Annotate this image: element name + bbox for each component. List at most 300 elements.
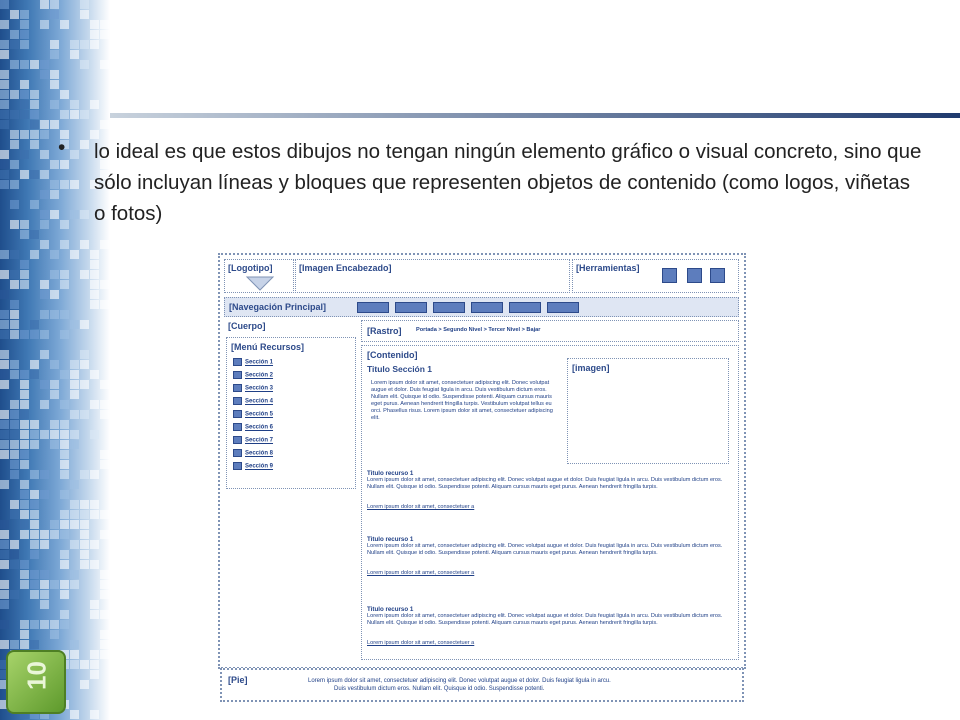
resource-title: Titulo recurso 1: [367, 470, 414, 477]
mosaic-tile: [0, 420, 9, 429]
mosaic-tile: [60, 110, 69, 119]
square-bullet-icon: [233, 462, 242, 470]
menu-item[interactable]: [233, 358, 273, 366]
mosaic-tile: [10, 510, 19, 519]
tool-icon: [710, 268, 725, 283]
mosaic-tile: [0, 250, 9, 259]
mosaic-tile: [100, 60, 109, 69]
mosaic-tile: [20, 390, 29, 399]
mosaic-tile: [70, 150, 79, 159]
mosaic-tile: [10, 430, 19, 439]
mosaic-tile: [50, 420, 59, 429]
mosaic-tile: [20, 130, 29, 139]
menu-item-label: Sección 7: [245, 437, 274, 444]
mosaic-tile: [80, 680, 89, 689]
mosaic-tile: [50, 360, 59, 369]
mosaic-tile: [40, 0, 49, 9]
mosaic-tile: [100, 30, 109, 39]
mosaic-tile: [0, 50, 9, 59]
breadcrumb-label: [Rastro]: [367, 326, 402, 336]
mosaic-tile: [70, 180, 79, 189]
mosaic-tile: [40, 400, 49, 409]
mosaic-tile: [70, 660, 79, 669]
mosaic-tile: [10, 270, 19, 279]
mosaic-tile: [30, 320, 39, 329]
mosaic-tile: [0, 120, 9, 129]
nav-label: [Navegación Principal]: [229, 302, 327, 312]
mosaic-tile: [80, 380, 89, 389]
mosaic-tile: [50, 440, 59, 449]
mosaic-tile: [0, 600, 9, 609]
mosaic-tile: [50, 160, 59, 169]
mosaic-tile: [30, 640, 39, 649]
mosaic-tile: [30, 140, 39, 149]
mosaic-tile: [0, 560, 9, 569]
mosaic-tile: [10, 200, 19, 209]
mosaic-tile: [0, 550, 9, 559]
mosaic-tile: [70, 370, 79, 379]
mosaic-tile: [100, 460, 109, 469]
footer-line-2: Duis vestibulum dictum eros. Nullam elit. Quisque id odio. Suspendisse potenti.: [334, 686, 545, 692]
image-label: [imagen]: [572, 363, 610, 373]
mosaic-tile: [90, 400, 99, 409]
menu-item[interactable]: [233, 384, 273, 392]
mosaic-tile: [10, 320, 19, 329]
mosaic-tile: [40, 20, 49, 29]
mosaic-tile: [100, 20, 109, 29]
mosaic-tile: [10, 90, 19, 99]
mosaic-tile: [30, 420, 39, 429]
wireframe-page: [218, 253, 746, 669]
mosaic-tile: [50, 180, 59, 189]
mosaic-tile: [10, 550, 19, 559]
mosaic-tile: [80, 0, 89, 9]
resources-menu: [226, 337, 356, 489]
resource-link[interactable]: Lorem ipsum dolor sit amet, consectetuer a: [367, 640, 475, 646]
square-bullet-icon: [233, 436, 242, 444]
mosaic-tile: [20, 530, 29, 539]
mosaic-tile: [80, 550, 89, 559]
mosaic-tile: [20, 570, 29, 579]
mosaic-tile: [20, 150, 29, 159]
mosaic-tile: [30, 60, 39, 69]
mosaic-tile: [80, 360, 89, 369]
mosaic-tile: [70, 40, 79, 49]
mosaic-tile: [40, 220, 49, 229]
mosaic-tile: [40, 620, 49, 629]
mosaic-tile: [10, 130, 19, 139]
logo-label: [Logotipo]: [228, 263, 273, 273]
mosaic-tile: [20, 510, 29, 519]
mosaic-tile: [100, 400, 109, 409]
mosaic-tile: [80, 470, 89, 479]
mosaic-tile: [0, 330, 9, 339]
mosaic-tile: [30, 470, 39, 479]
mosaic-tile: [20, 380, 29, 389]
mosaic-tile: [20, 40, 29, 49]
mosaic-tile: [20, 420, 29, 429]
mosaic-tile: [70, 360, 79, 369]
mosaic-tile: [80, 530, 89, 539]
mosaic-tile: [20, 100, 29, 109]
mosaic-tile: [20, 270, 29, 279]
mosaic-tile: [70, 570, 79, 579]
mosaic-tile: [70, 110, 79, 119]
mosaic-tile: [70, 480, 79, 489]
mosaic-tile: [70, 650, 79, 659]
slide-number-text: 10: [21, 661, 52, 690]
mosaic-tile: [20, 60, 29, 69]
mosaic-tile: [0, 430, 9, 439]
mosaic-tile: [40, 430, 49, 439]
mosaic-tile: [60, 420, 69, 429]
mosaic-tile: [20, 620, 29, 629]
mosaic-tile: [40, 580, 49, 589]
menu-item[interactable]: [233, 462, 273, 470]
mosaic-tile: [60, 280, 69, 289]
mosaic-tile: [40, 150, 49, 159]
mosaic-tile: [30, 170, 39, 179]
nav-button: [395, 302, 427, 313]
mosaic-tile: [90, 250, 99, 259]
mosaic-tile: [60, 470, 69, 479]
mosaic-tile: [0, 90, 9, 99]
body-label: [Cuerpo]: [228, 321, 266, 331]
mosaic-tile: [50, 100, 59, 109]
mosaic-tile: [90, 470, 99, 479]
mosaic-tile: [10, 420, 19, 429]
mosaic-tile: [50, 390, 59, 399]
mosaic-tile: [70, 320, 79, 329]
mosaic-tile: [50, 70, 59, 79]
bullet-text: lo ideal es que estos dibujos no tengan ningún elemento gráfico o visual concreto, sino que sólo incluyan líneas y bloques que representen objetos de contenido (como logos, viñetas o fotos): [94, 140, 922, 225]
mosaic-tile: [90, 670, 99, 679]
mosaic-tile: [0, 70, 9, 79]
mosaic-tile: [60, 620, 69, 629]
tools-block: [572, 259, 739, 293]
square-bullet-icon: [233, 384, 242, 392]
mosaic-tile: [100, 580, 109, 589]
title-divider: [110, 113, 960, 118]
mosaic-tile: [20, 110, 29, 119]
mosaic-tile: [20, 440, 29, 449]
mosaic-tile: [0, 0, 9, 9]
mosaic-tile: [60, 20, 69, 29]
resource-link[interactable]: Lorem ipsum dolor sit amet, consectetuer a: [367, 504, 475, 510]
mosaic-tile: [100, 280, 109, 289]
menu-item[interactable]: [233, 397, 273, 405]
menu-item[interactable]: [233, 410, 273, 418]
mosaic-tile: [60, 490, 69, 499]
mosaic-tile: [10, 370, 19, 379]
mosaic-tile: [20, 500, 29, 509]
menu-item[interactable]: [233, 449, 273, 457]
mosaic-tile: [30, 570, 39, 579]
mosaic-tile: [30, 430, 39, 439]
mosaic-tile: [80, 350, 89, 359]
mosaic-tile: [0, 440, 9, 449]
content-label: [Contenido]: [367, 350, 418, 360]
mosaic-tile: [60, 310, 69, 319]
menu-item[interactable]: [233, 436, 273, 444]
main-navigation-bar: [224, 297, 739, 317]
mosaic-tile: [40, 190, 49, 199]
menu-label: [Menú Recursos]: [231, 342, 305, 352]
mosaic-tile: [50, 310, 59, 319]
mosaic-tile: [90, 650, 99, 659]
resource-link[interactable]: Lorem ipsum dolor sit amet, consectetuer a: [367, 570, 475, 576]
menu-item-label: Sección 9: [245, 463, 274, 470]
mosaic-tile: [100, 630, 109, 639]
mosaic-tile: [50, 190, 59, 199]
mosaic-tile: [10, 30, 19, 39]
mosaic-tile: [0, 40, 9, 49]
mosaic-tile: [60, 430, 69, 439]
mosaic-tile: [10, 470, 19, 479]
mosaic-tile: [100, 640, 109, 649]
mosaic-tile: [30, 510, 39, 519]
mosaic-tile: [20, 410, 29, 419]
mosaic-tile: [30, 440, 39, 449]
mosaic-tile: [40, 280, 49, 289]
mosaic-tile: [90, 560, 99, 569]
mosaic-tile: [100, 590, 109, 599]
mosaic-tile: [40, 210, 49, 219]
mosaic-tile: [40, 130, 49, 139]
mosaic-tile: [10, 180, 19, 189]
mosaic-tile: [60, 520, 69, 529]
square-bullet-icon: [233, 371, 242, 379]
mosaic-tile: [80, 110, 89, 119]
mosaic-tile: [80, 40, 89, 49]
resource-text: Lorem ipsum dolor sit amet, consectetuer adipiscing elit. Donec volutpat augue et dolor. Duis feugiat ligula in arcu. Duis vestibulum dictum eros. Nullam elit. Quisque id odio. Suspendisse potenti. Aliquam cursus mauris eget purus. Aenean hendrerit fringilla turpis.: [367, 613, 723, 626]
mosaic-tile: [80, 410, 89, 419]
mosaic-tile: [30, 620, 39, 629]
menu-item-label: Sección 4: [245, 398, 274, 405]
mosaic-tile: [40, 120, 49, 129]
mosaic-tile: [50, 80, 59, 89]
mosaic-tile: [20, 280, 29, 289]
mosaic-tile: [20, 370, 29, 379]
mosaic-tile: [30, 550, 39, 559]
mosaic-tile: [30, 250, 39, 259]
mosaic-tile: [0, 110, 9, 119]
mosaic-tile: [10, 140, 19, 149]
mosaic-tile: [80, 660, 89, 669]
mosaic-tile: [100, 240, 109, 249]
mosaic-tile: [10, 40, 19, 49]
mosaic-tile: [0, 450, 9, 459]
mosaic-tile: [20, 220, 29, 229]
menu-item-label: Sección 2: [245, 372, 274, 379]
mosaic-tile: [0, 160, 9, 169]
mosaic-tile: [80, 10, 89, 19]
header-image-label: [Imagen Encabezado]: [299, 263, 392, 273]
menu-item[interactable]: [233, 423, 273, 431]
resource-title: Titulo recurso 1: [367, 606, 414, 613]
mosaic-tile: [10, 250, 19, 259]
mosaic-tile: [80, 270, 89, 279]
mosaic-tile: [0, 520, 9, 529]
mosaic-tile: [0, 170, 9, 179]
mosaic-tile: [90, 510, 99, 519]
mosaic-tile: [20, 630, 29, 639]
mosaic-tile: [0, 180, 9, 189]
mosaic-tile: [70, 50, 79, 59]
footer-line-1: Lorem ipsum dolor sit amet, consectetuer adipiscing elit. Donec volutpat augue et dolor. Duis feugiat ligula in arcu.: [308, 678, 611, 684]
mosaic-tile: [40, 240, 49, 249]
mosaic-tile: [90, 260, 99, 269]
mosaic-tile: [20, 520, 29, 529]
mosaic-tile: [20, 560, 29, 569]
mosaic-tile: [0, 360, 9, 369]
mosaic-tile: [60, 440, 69, 449]
resource-title: Titulo recurso 1: [367, 536, 414, 543]
tools-label: [Herramientas]: [576, 263, 640, 273]
mosaic-tile: [20, 450, 29, 459]
mosaic-tile: [50, 620, 59, 629]
mosaic-tile: [30, 540, 39, 549]
mosaic-tile: [30, 90, 39, 99]
mosaic-tile: [70, 540, 79, 549]
mosaic-tile: [80, 240, 89, 249]
mosaic-tile: [60, 610, 69, 619]
square-bullet-icon: [233, 423, 242, 431]
footer-block: [220, 668, 744, 702]
mosaic-tile: [0, 410, 9, 419]
mosaic-tile: [60, 400, 69, 409]
mosaic-tile: [50, 520, 59, 529]
mosaic-tile: [20, 80, 29, 89]
decorative-side-strip: [0, 0, 110, 720]
mosaic-tile: [80, 510, 89, 519]
mosaic-tile: [50, 630, 59, 639]
mosaic-tile: [0, 640, 9, 649]
image-placeholder: [567, 358, 729, 464]
slide-number-badge: [6, 650, 66, 714]
mosaic-tile: [50, 430, 59, 439]
mosaic-tile: [50, 380, 59, 389]
menu-item-label: Sección 1: [245, 359, 274, 366]
mosaic-tile: [30, 100, 39, 109]
mosaic-tile: [50, 120, 59, 129]
mosaic-tile: [70, 380, 79, 389]
mosaic-tile: [30, 370, 39, 379]
breadcrumb-block: [361, 320, 739, 342]
mosaic-tile: [30, 130, 39, 139]
mosaic-tile: [0, 380, 9, 389]
mosaic-tile: [30, 200, 39, 209]
mosaic-tile: [10, 590, 19, 599]
mosaic-tile: [20, 490, 29, 499]
mosaic-tile: [20, 20, 29, 29]
mosaic-tile: [90, 100, 99, 109]
mosaic-tile: [0, 270, 9, 279]
mosaic-tile: [10, 500, 19, 509]
mosaic-tile: [60, 590, 69, 599]
mosaic-tile: [30, 590, 39, 599]
mosaic-tile: [20, 640, 29, 649]
mosaic-tile: [20, 10, 29, 19]
mosaic-tile: [10, 410, 19, 419]
mosaic-tile: [40, 590, 49, 599]
mosaic-tile: [10, 330, 19, 339]
mosaic-tile: [70, 640, 79, 649]
mosaic-tile: [90, 600, 99, 609]
mosaic-tile: [100, 610, 109, 619]
content-block: [361, 345, 739, 660]
mosaic-tile: [90, 660, 99, 669]
mosaic-tile: [80, 560, 89, 569]
mosaic-tile: [20, 30, 29, 39]
mosaic-tile: [70, 410, 79, 419]
breadcrumb-path: Portada > Segundo Nivel > Tercer Nivel > Bajar: [416, 327, 541, 333]
mosaic-tile: [90, 370, 99, 379]
mosaic-tile: [0, 150, 9, 159]
mosaic-tile: [30, 490, 39, 499]
nav-button: [547, 302, 579, 313]
mosaic-tile: [20, 580, 29, 589]
square-bullet-icon: [233, 449, 242, 457]
mosaic-tile: [100, 510, 109, 519]
mosaic-tile: [40, 470, 49, 479]
mosaic-tile: [100, 380, 109, 389]
mosaic-tile: [30, 110, 39, 119]
mosaic-tile: [0, 80, 9, 89]
mosaic-tile: [70, 250, 79, 259]
mosaic-tile: [50, 270, 59, 279]
menu-item-label: Sección 6: [245, 424, 274, 431]
mosaic-tile: [40, 330, 49, 339]
mosaic-tile: [50, 580, 59, 589]
mosaic-tile: [50, 530, 59, 539]
mosaic-tile: [20, 260, 29, 269]
mosaic-tile: [100, 120, 109, 129]
mosaic-tile: [10, 60, 19, 69]
mosaic-tile: [90, 610, 99, 619]
resource-text: Lorem ipsum dolor sit amet, consectetuer adipiscing elit. Donec volutpat augue et dolor. Duis feugiat ligula in arcu. Duis vestibulum dictum eros. Nullam elit. Quisque id odio. Suspendisse potenti. Aliquam cursus mauris eget purus. Aenean hendrerit fringilla turpis.: [367, 477, 723, 490]
mosaic-tile: [90, 540, 99, 549]
mosaic-tile: [100, 650, 109, 659]
mosaic-tile: [0, 290, 9, 299]
mosaic-tile: [60, 580, 69, 589]
mosaic-tile: [70, 520, 79, 529]
bullet-marker: •: [58, 136, 66, 159]
mosaic-tile: [40, 540, 49, 549]
mosaic-tile: [60, 160, 69, 169]
mosaic-tile: [40, 490, 49, 499]
mosaic-tile: [0, 530, 9, 539]
mosaic-tile: [30, 360, 39, 369]
mosaic-tile: [20, 480, 29, 489]
mosaic-tile: [10, 540, 19, 549]
mosaic-tile: [10, 110, 19, 119]
mosaic-tile: [20, 430, 29, 439]
tool-icon: [662, 268, 677, 283]
menu-item[interactable]: [233, 371, 273, 379]
mosaic-tile: [70, 440, 79, 449]
mosaic-tile: [10, 640, 19, 649]
mosaic-tile: [60, 370, 69, 379]
mosaic-tile: [50, 290, 59, 299]
mosaic-tile: [60, 560, 69, 569]
mosaic-tile: [40, 60, 49, 69]
mosaic-tile: [10, 440, 19, 449]
mosaic-tile: [70, 430, 79, 439]
mosaic-tile: [10, 280, 19, 289]
mosaic-tile: [40, 380, 49, 389]
mosaic-tile: [90, 710, 99, 719]
